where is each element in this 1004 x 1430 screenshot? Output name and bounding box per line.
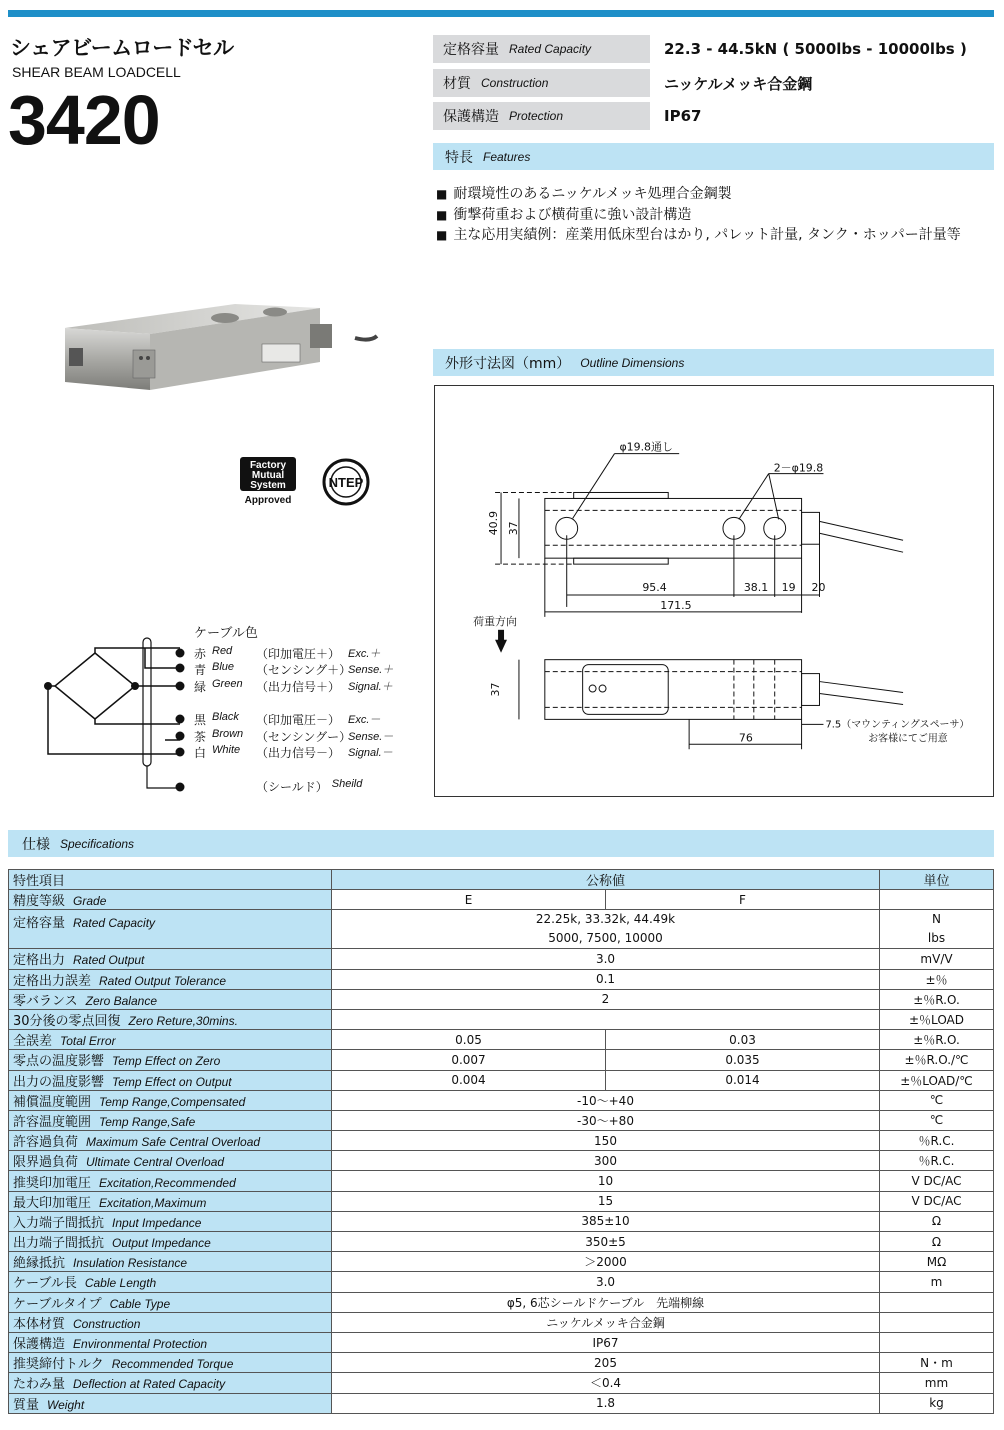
- label-en: Protection: [509, 109, 564, 123]
- table-row: [9, 1171, 994, 1191]
- capacity-line-2: 5000, 7500, 10000: [548, 931, 663, 946]
- item-unit: [880, 1332, 994, 1352]
- table-row: [9, 1272, 994, 1292]
- cable-color-jp: 黒: [194, 713, 207, 727]
- table-row: [9, 949, 994, 969]
- cable-signal-en: Exc.－: [348, 714, 381, 726]
- item-jp: 零バランス: [13, 993, 78, 1009]
- item-en: Temp Effect on Output: [112, 1074, 232, 1089]
- item-en: Temp Effect on Zero: [112, 1054, 221, 1069]
- features-label-jp: 特長: [445, 149, 473, 166]
- model-number: 3420: [8, 81, 160, 159]
- cable-row: [194, 645, 380, 662]
- item-jp: ケーブルタイプ: [13, 1296, 102, 1312]
- item-en: Ultimate Central Overload: [86, 1155, 225, 1170]
- cable-signal: （センシング＋）: [256, 663, 352, 677]
- cable-color-jp: 青: [194, 663, 207, 677]
- cable-color-jp: 緑: [194, 680, 207, 694]
- table-row: [9, 1070, 994, 1090]
- item-en: Construction: [73, 1316, 141, 1331]
- item-en: Output Impedance: [112, 1236, 211, 1251]
- cable-row-shield: [256, 778, 362, 795]
- item-value: ＜0.4: [332, 1373, 880, 1393]
- cable-signal-en: Sheild: [331, 778, 363, 790]
- label-jp: 保護構造: [443, 109, 499, 125]
- ntep-text: NTEP: [328, 475, 364, 490]
- item-unit: V DC/AC: [880, 1191, 994, 1211]
- item-unit: MΩ: [880, 1252, 994, 1272]
- summary-value: ニッケルメッキ合金鋼: [664, 74, 813, 93]
- item-en: Cable Length: [84, 1276, 157, 1291]
- spacer-note: 7.5（マウンティングスペーサ）: [825, 719, 970, 731]
- table-row: [9, 1151, 994, 1171]
- item-value: ＞2000: [332, 1252, 880, 1272]
- item-unit: mm: [880, 1373, 994, 1393]
- item-value: 300: [332, 1151, 880, 1171]
- item-jp: ケーブル長: [13, 1276, 77, 1292]
- item-value: 2: [332, 989, 880, 1009]
- features-band: [433, 143, 994, 170]
- fm-line-1: Factory: [249, 460, 287, 471]
- item-value-f: 0.014: [606, 1070, 880, 1090]
- item-en: Environmental Protection: [73, 1337, 208, 1352]
- item-jp: 質量: [13, 1397, 40, 1413]
- table-row: [9, 1292, 994, 1312]
- table-row: [9, 890, 994, 910]
- header-item: 特性項目: [9, 870, 332, 890]
- cable-signal-en: Exc.＋: [348, 648, 381, 660]
- outline-band: [433, 349, 994, 376]
- item-jp: 定格容量: [13, 916, 66, 932]
- cable-signal: （出力信号＋）: [256, 680, 341, 694]
- dim-19: 19: [781, 581, 796, 594]
- cable-row: [194, 678, 393, 695]
- table-row: [9, 1211, 994, 1231]
- item-unit: ±％LOAD/℃: [880, 1070, 994, 1090]
- table-row: [9, 1090, 994, 1110]
- cable-signal: （センシングー）: [256, 730, 352, 744]
- item-unit: V DC/AC: [880, 1171, 994, 1191]
- table-row: [9, 1232, 994, 1252]
- header-unit: 単位: [880, 870, 994, 890]
- item-value-e: 0.007: [332, 1050, 606, 1070]
- item-unit: ±％R.O.: [880, 1030, 994, 1050]
- item-en: Rated Output: [73, 953, 145, 968]
- item-jp: 絶縁抵抗: [13, 1256, 66, 1272]
- summary-row-capacity: [433, 35, 967, 63]
- item-unit: kg: [880, 1393, 994, 1413]
- cable-color-jp: 赤: [194, 647, 207, 661]
- ntep-seal-icon: [324, 460, 368, 504]
- cable-color-en: Blue: [212, 661, 235, 673]
- item-value-f: 0.035: [606, 1050, 880, 1070]
- top-accent-bar: [8, 10, 994, 17]
- summary-row-protection: [433, 102, 701, 130]
- capacity-unit-2: lbs: [927, 931, 946, 946]
- grade-e: E: [332, 890, 606, 910]
- features-label-en: Features: [483, 149, 531, 164]
- item-unit: [880, 1292, 994, 1312]
- table-row: [9, 1373, 994, 1393]
- item-value-f: 0.03: [606, 1030, 880, 1050]
- item-jp: たわみ量: [13, 1377, 66, 1393]
- cable-row: [194, 744, 393, 761]
- cable-signal-en: Sense.－: [348, 731, 394, 743]
- item-en: Temp Range,Safe: [99, 1114, 196, 1129]
- label-en: Construction: [481, 76, 549, 90]
- features-list: [436, 184, 961, 246]
- table-row: [9, 989, 994, 1009]
- table-row: [9, 1332, 994, 1352]
- item-unit: ％R.C.: [880, 1131, 994, 1151]
- item-jp: 限界過負荷: [13, 1155, 79, 1171]
- summary-label: [433, 102, 650, 130]
- dim-95-4: 95.4: [642, 581, 667, 594]
- item-unit: ±％: [880, 969, 994, 989]
- dim-37-top: 37: [506, 521, 520, 536]
- dim-40-9: 40.9: [487, 510, 501, 536]
- cable-color-en: Black: [212, 711, 239, 723]
- body-top-view: [545, 498, 802, 558]
- item-jp: 定格出力: [13, 953, 66, 969]
- item-en: Rated Capacity: [73, 916, 156, 931]
- spec-label-jp: 仕様: [22, 836, 50, 853]
- item-value: ニッケルメッキ合金鋼: [332, 1312, 880, 1332]
- spec-rest-rows: [9, 1090, 994, 1413]
- item-jp: 推奨締付トルク: [13, 1357, 104, 1373]
- title-japanese: シェアビームロードセル: [10, 36, 234, 60]
- table-row: [9, 1110, 994, 1130]
- item-jp: 出力端子間抵抗: [13, 1236, 105, 1252]
- label-load-direction: 荷重方向: [473, 614, 517, 628]
- item-value: φ5, 6芯シールドケーブル 先端柳線: [332, 1292, 880, 1312]
- item-en: Excitation,Recommended: [99, 1175, 236, 1190]
- table-row: [9, 1353, 994, 1373]
- cable-signal-en: Signal.＋: [348, 681, 393, 693]
- item-jp: 零点の温度影響: [13, 1054, 105, 1070]
- summary-value: IP67: [664, 107, 702, 125]
- item-unit: m: [880, 1272, 994, 1292]
- item-jp: 精度等級: [13, 894, 66, 910]
- cable-signal: （印加電圧－）: [256, 713, 341, 727]
- cable-title: ケーブル色: [194, 626, 258, 641]
- factory-mutual-logo: [240, 457, 296, 506]
- table-row: [9, 1131, 994, 1151]
- fm-line-2: Mutual: [251, 470, 285, 481]
- grade-f: F: [606, 890, 880, 910]
- title-english: SHEAR BEAM LOADCELL: [12, 64, 181, 80]
- cable-row: [194, 711, 380, 728]
- item-en: Input Impedance: [112, 1215, 202, 1230]
- item-jp: 保護構造: [13, 1337, 66, 1353]
- spec-label-en: Specifications: [60, 836, 135, 851]
- item-en: Maximum Safe Central Overload: [86, 1135, 261, 1150]
- outline-label-jp: 外形寸法図（mm）: [445, 355, 571, 372]
- item-en: Deflection at Rated Capacity: [73, 1377, 226, 1392]
- capacity-line-1: 22.25k, 33.32k, 44.49k: [535, 912, 676, 927]
- item-jp: 出力の温度影響: [13, 1074, 105, 1090]
- feature-item: ■ 主な応用実績例：産業用低床型台はかり, パレット計量, タンク・ホッパー計量等: [436, 225, 961, 246]
- fm-approved: Approved: [244, 495, 292, 506]
- item-unit: Ω: [880, 1232, 994, 1252]
- summary-label: [433, 35, 650, 63]
- table-row: [9, 1030, 994, 1050]
- item-unit: ±％R.O./℃: [880, 1050, 994, 1070]
- label-holes-two: 2－φ19.8: [773, 461, 824, 475]
- header-nominal: 公称値: [332, 870, 880, 890]
- summary-label: [433, 69, 650, 97]
- item-value: [332, 1009, 880, 1029]
- item-unit: ℃: [880, 1110, 994, 1130]
- dim-76: 76: [738, 731, 753, 745]
- item-value: 385±10: [332, 1211, 880, 1231]
- item-en: Weight: [47, 1397, 85, 1412]
- cable-color-en: Green: [212, 678, 243, 690]
- table-row: [9, 1393, 994, 1413]
- item-value: 350±5: [332, 1232, 880, 1252]
- cable-color-jp: 茶: [194, 730, 207, 744]
- spec-header-row: [9, 870, 994, 890]
- cable-signal-en: Signal.－: [348, 747, 393, 759]
- item-en: Zero Balance: [85, 993, 157, 1008]
- table-row: [9, 1009, 994, 1029]
- table-row: [9, 1191, 994, 1211]
- feature-item: ■ 耐環境性のあるニッケルメッキ処理合金鋼製: [436, 184, 961, 205]
- capacity-unit-1: N: [932, 912, 941, 927]
- item-unit: ％R.C.: [880, 1151, 994, 1171]
- cable-color-jp: 白: [194, 746, 207, 760]
- item-en: Temp Range,Compensated: [99, 1094, 246, 1109]
- table-row: [9, 1312, 994, 1332]
- table-row: [9, 1050, 994, 1070]
- cable-row: [194, 728, 393, 745]
- dim-171-5: 171.5: [660, 598, 692, 612]
- item-value: 3.0: [332, 1272, 880, 1292]
- item-value: 0.1: [332, 969, 880, 989]
- item-jp: 本体材質: [13, 1316, 66, 1332]
- cable-signal: （印加電圧＋）: [256, 647, 341, 661]
- dim-37-bottom: 37: [489, 682, 503, 697]
- item-value: 1.8: [332, 1393, 880, 1413]
- cable-color-en: Red: [212, 645, 233, 657]
- cable-color-en: Brown: [212, 728, 244, 740]
- item-en: Zero Reture,30mins.: [128, 1014, 238, 1029]
- spacer-note-2: お客様にてご用意: [868, 733, 948, 745]
- item-jp: 推奨印加電圧: [13, 1175, 92, 1191]
- item-en: Total Error: [60, 1034, 116, 1049]
- cable-signal: （出力信号－）: [256, 746, 341, 760]
- item-jp: 許容過負荷: [13, 1135, 79, 1151]
- item-unit: ±％R.O.: [880, 989, 994, 1009]
- item-jp: 入力端子間抵抗: [13, 1215, 105, 1231]
- item-unit: mV/V: [880, 949, 994, 969]
- label-jp: 定格容量: [443, 42, 499, 58]
- cable-color-en: White: [212, 744, 241, 756]
- item-value-e: 0.05: [332, 1030, 606, 1050]
- dim-38-1: 38.1: [743, 581, 769, 594]
- item-unit: ℃: [880, 1090, 994, 1110]
- item-value: IP67: [332, 1332, 880, 1352]
- item-jp: 最大印加電圧: [13, 1195, 92, 1211]
- item-en: Recommended Torque: [111, 1357, 234, 1372]
- dim-20: 20: [811, 581, 826, 594]
- feature-item: ■ 衝撃荷重および横荷重に強い設計構造: [436, 205, 961, 226]
- cable-signal-en: Sense.＋: [348, 664, 394, 676]
- item-value: -10～+40: [332, 1090, 880, 1110]
- item-unit: ±％LOAD: [880, 1009, 994, 1029]
- approval-logos: [238, 455, 388, 515]
- item-unit: Ω: [880, 1211, 994, 1231]
- item-jp: 補償温度範囲: [13, 1094, 92, 1110]
- fm-line-3: System: [250, 480, 286, 491]
- product-photo: [55, 290, 385, 420]
- item-value: 205: [332, 1353, 880, 1373]
- item-en: Grade: [73, 894, 107, 909]
- item-jp: 30分後の零点回復: [13, 1014, 121, 1030]
- item-en: Insulation Resistance: [73, 1256, 188, 1271]
- spec-table: [8, 869, 994, 1414]
- item-jp: 全誤差: [13, 1034, 53, 1050]
- summary-value: 22.3 - 44.5kN ( 5000lbs - 10000lbs ): [664, 40, 967, 58]
- table-row: [9, 1252, 994, 1272]
- label-en: Rated Capacity: [509, 42, 592, 56]
- outline-drawing: [434, 385, 994, 797]
- item-value: -30～+80: [332, 1110, 880, 1130]
- outline-label-en: Outline Dimensions: [580, 355, 685, 370]
- load-arrow-icon: [495, 640, 507, 653]
- item-en: Excitation,Maximum: [99, 1195, 207, 1210]
- item-jp: 許容温度範囲: [13, 1114, 92, 1130]
- item-value: 15: [332, 1191, 880, 1211]
- cable-signal: （シールド）: [256, 780, 328, 794]
- item-unit: [880, 1312, 994, 1332]
- summary-row-construction: [433, 69, 812, 97]
- item-value: 10: [332, 1171, 880, 1191]
- item-value: 150: [332, 1131, 880, 1151]
- item-value: 3.0: [332, 949, 880, 969]
- table-row: [9, 910, 994, 949]
- item-jp: 定格出力誤差: [13, 973, 92, 989]
- item-en: Cable Type: [109, 1296, 171, 1311]
- cable-row: [194, 661, 393, 678]
- item-value-e: 0.004: [332, 1070, 606, 1090]
- item-unit: N・m: [880, 1353, 994, 1373]
- item-en: Rated Output Tolerance: [99, 973, 226, 988]
- spec-band: [8, 830, 994, 857]
- table-row: [9, 969, 994, 989]
- label-jp: 材質: [443, 76, 471, 92]
- label-hole-through: φ19.8通し: [619, 440, 673, 454]
